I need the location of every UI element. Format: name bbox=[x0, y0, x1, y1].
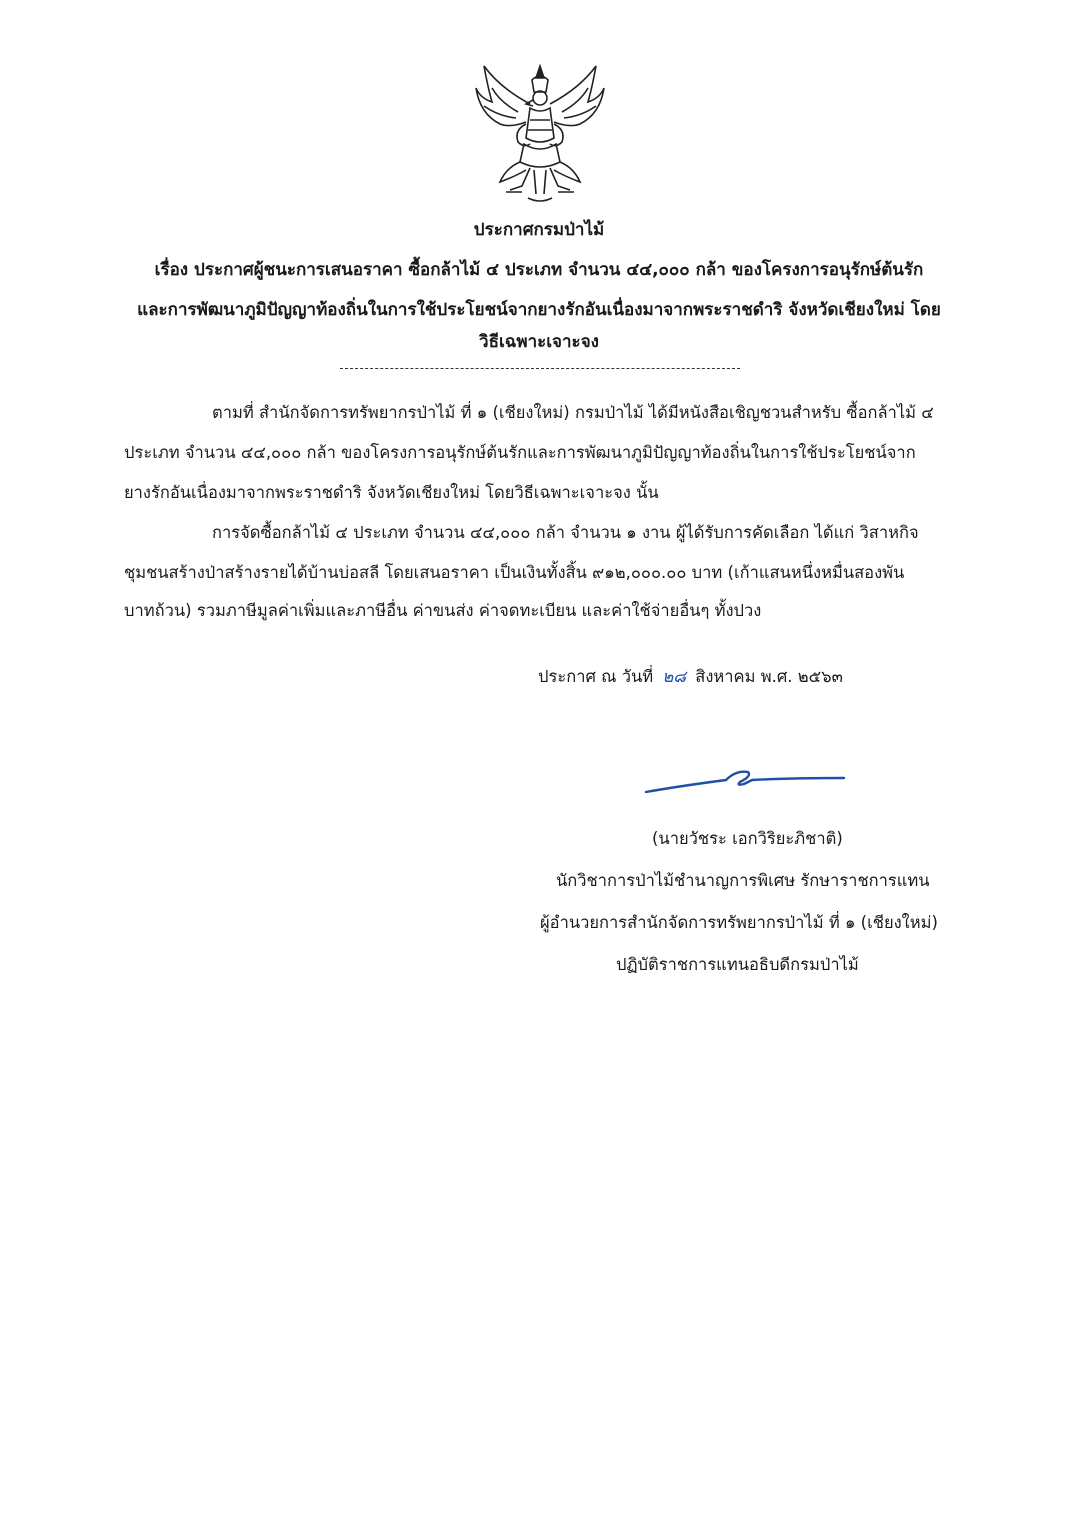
subject-line-2: และการพัฒนาภูมิปัญญาท้องถิ่นในการใช้ประโยชน์จากยางรักอันเนื่องมาจากพระราชดำริ จังหวัดเชียงใหม่ โดย bbox=[137, 300, 941, 320]
signatory-position-2: ผู้อำนวยการสำนักจัดการทรัพยากรป่าไม้ ที่ ๑ (เชียงใหม่) bbox=[540, 913, 938, 932]
date-suffix: สิงหาคม พ.ศ. ๒๕๖๓ bbox=[695, 667, 843, 686]
signatory-position-1: นักวิชาการป่าไม้ชำนาญการพิเศษ รักษาราชการแทน bbox=[556, 871, 930, 890]
signatory-position-3: ปฏิบัติราชการแทนอธิบดีกรมป่าไม้ bbox=[616, 955, 859, 974]
divider bbox=[340, 368, 740, 369]
paragraph2-line-1: การจัดซื้อกล้าไม้ ๔ ประเภท จำนวน ๔๔,๐๐๐ กล้า จำนวน ๑ งาน ผู้ได้รับการคัดเลือก ได้แก่ วิสาหกิจ bbox=[212, 523, 919, 542]
handwritten-signature-icon bbox=[640, 760, 850, 800]
paragraph1-line-2: ประเภท จำนวน ๔๔,๐๐๐ กล้า ของโครงการอนุรักษ์ต้นรักและการพัฒนาภูมิปัญญาท้องถิ่นในการใช้ประโยชน์จาก bbox=[124, 443, 916, 462]
garuda-emblem-icon bbox=[470, 58, 610, 208]
page-title: ประกาศกรมป่าไม้ bbox=[473, 220, 605, 240]
paragraph2-line-3: บาทถ้วน) รวมภาษีมูลค่าเพิ่มและภาษีอื่น ค่าขนส่ง ค่าจดทะเบียน และค่าใช้จ่ายอื่นๆ ทั้งปวง bbox=[124, 601, 762, 620]
date-prefix: ประกาศ ณ วันที่ bbox=[538, 667, 654, 686]
subject-line-1: เรื่อง ประกาศผู้ชนะการเสนอราคา ซื้อกล้าไม้ ๔ ประเภท จำนวน ๔๔,๐๐๐ กล้า ของโครงการอนุรักษ์ต้นรัก bbox=[154, 260, 924, 280]
paragraph1-line-3: ยางรักอันเนื่องมาจากพระราชดำริ จังหวัดเชียงใหม่ โดยวิธีเฉพาะเจาะจง นั้น bbox=[124, 483, 659, 502]
date-day: ๒๘ bbox=[662, 667, 687, 686]
subject-line-3: วิธีเฉพาะเจาะจง bbox=[479, 332, 599, 352]
paragraph1-line-1: ตามที่ สำนักจัดการทรัพยากรป่าไม้ ที่ ๑ (เชียงใหม่) กรมป่าไม้ ได้มีหนังสือเชิญชวนสำหรับ ซื้อกล้าไม้ ๔ bbox=[212, 403, 934, 422]
signatory-name: (นายวัชระ เอกวิริยะภิชาติ) bbox=[652, 829, 843, 848]
paragraph2-line-2: ชุมชนสร้างป่าสร้างรายได้บ้านบ่อสลี โดยเสนอราคา เป็นเงินทั้งสิ้น ๙๑๒,๐๐๐.๐๐ บาท (เก้าแสนหนึ่งหมื่นสองพัน bbox=[124, 563, 905, 582]
announcement-date bbox=[538, 664, 843, 690]
